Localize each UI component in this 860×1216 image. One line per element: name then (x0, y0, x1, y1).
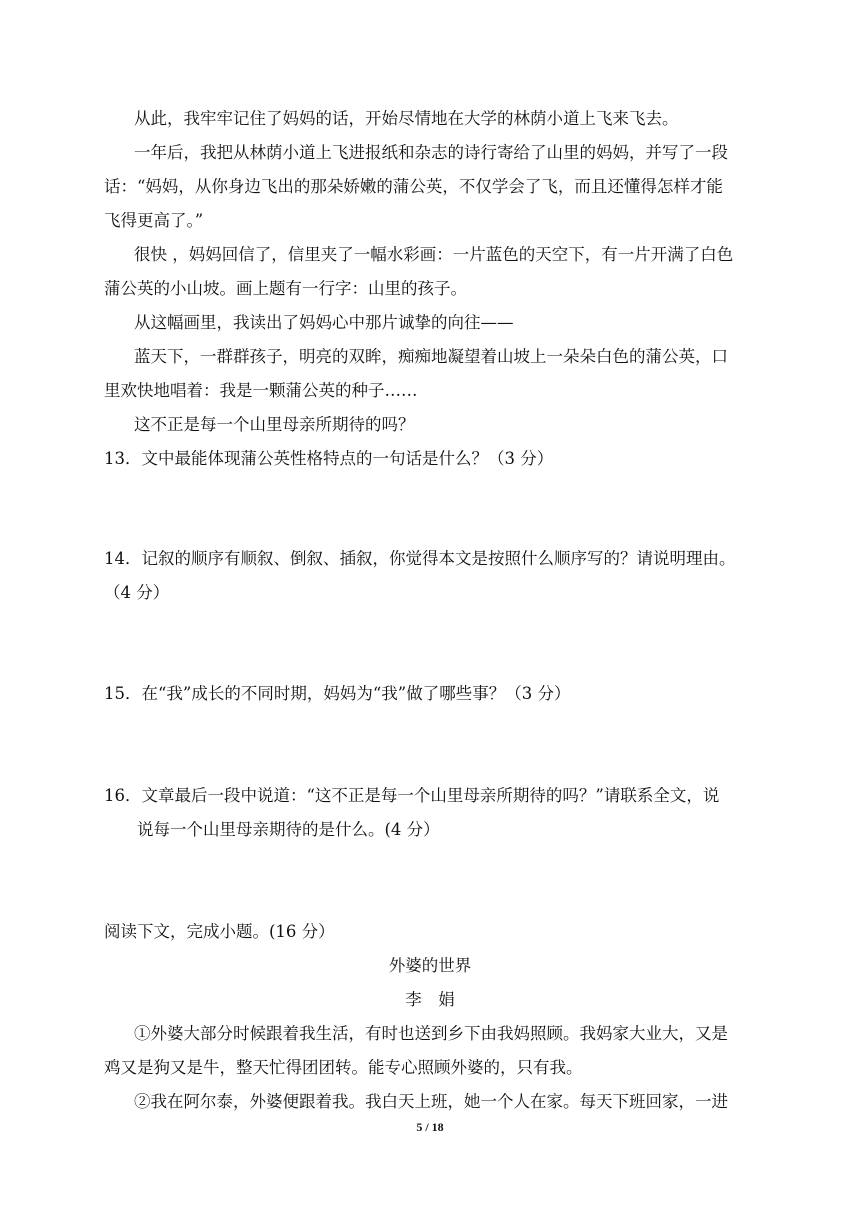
article-author: 李 娟 (405, 990, 455, 1009)
passage-line: 这不正是每一个山里母亲所期待的吗？ (134, 415, 415, 434)
passage-line: 蒲公英的小山坡。画上题有一行字：山里的孩子。 (104, 279, 467, 298)
article-title: 外婆的世界 (388, 956, 472, 975)
passage-line: 飞得更高了。” (104, 211, 204, 230)
passage-line: 话：“妈妈，从你身边飞出的那朵娇嫩的蒲公英，不仅学会了飞，而且还懂得怎样才能 (104, 177, 723, 196)
passage-line: 从此，我牢牢记住了妈妈的话，开始尽情地在大学的林荫小道上飞来飞去。 (134, 109, 679, 128)
article-line: ①外婆大部分时候跟着我生活，有时也送到乡下由我妈照顾。我妈家大业大，又是 (134, 1024, 728, 1043)
question-14-cont: （4 分） (104, 583, 170, 602)
question-16-cont: 说每一个山里母亲期待的是什么。(4 分） (137, 820, 440, 839)
article-line: 鸡又是狗又是牛，整天忙得团团转。能专心照顾外婆的，只有我。 (104, 1058, 583, 1077)
passage-line: 蓝天下，一群群孩子，明亮的双眸，痴痴地凝望着山坡上一朵朵白色的蒲公英，口 (134, 347, 728, 366)
passage-line: 很快 ，妈妈回信了，信里夹了一幅水彩画：一片蓝色的天空下，有一片开满了白色 (134, 245, 734, 264)
question-14: 14．记叙的顺序有顺叙、倒叙、插叙，你觉得本文是按照什么顺序写的？请说明理由。 (104, 549, 736, 568)
question-13: 13．文中最能体现蒲公英性格特点的一句话是什么？（3 分） (104, 449, 554, 468)
section-instruction: 阅读下文，完成小题。(16 分） (104, 922, 335, 941)
question-15: 15．在“我”成长的不同时期，妈妈为“我”做了哪些事？（3 分） (104, 684, 571, 703)
page-number: 5 / 18 (416, 1120, 444, 1134)
passage-line: 里欢快地唱着：我是一颗蒲公英的种子…… (104, 381, 418, 400)
article-line: ②我在阿尔泰，外婆便跟着我。我白天上班，她一个人在家。每天下班回家，一进 (134, 1092, 728, 1111)
question-16: 16．文章最后一段中说道：“这不正是每一个山里母亲所期待的吗？”请联系全文，说 (104, 786, 720, 805)
passage-line: 一年后，我把从林荫小道上飞进报纸和杂志的诗行寄给了山里的妈妈，并写了一段 (134, 143, 728, 162)
passage-line: 从这幅画里，我读出了妈妈心中那片诚挚的向往—— (134, 313, 514, 332)
